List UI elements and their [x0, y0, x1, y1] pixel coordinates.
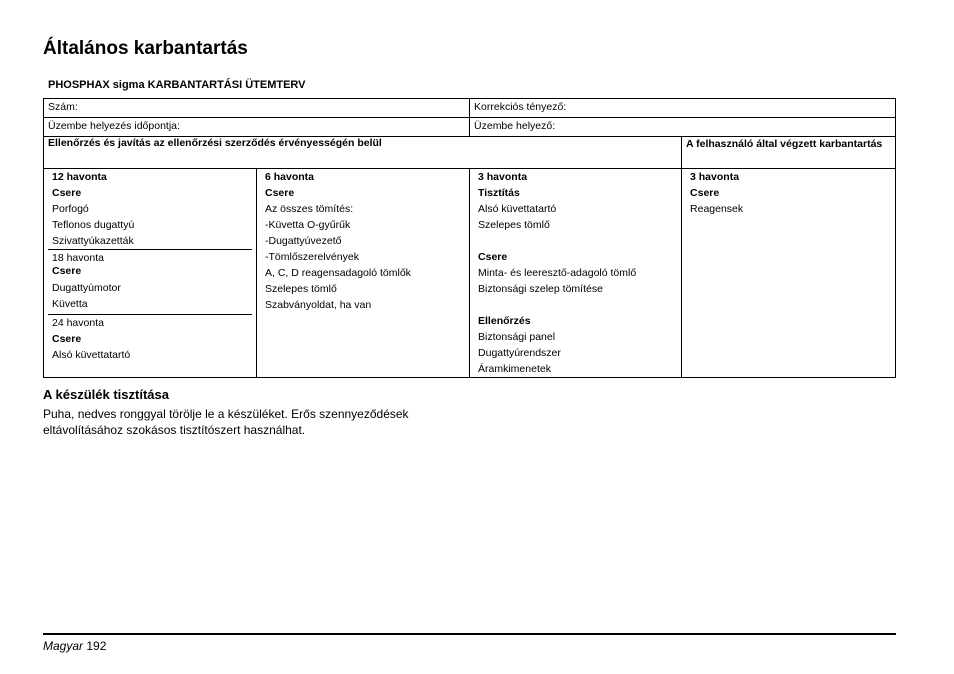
footer — [43, 638, 106, 654]
list-item: Alsó küvettatartó — [52, 349, 131, 361]
footer-language: Magyar — [43, 639, 84, 653]
interval-label: 6 havonta — [265, 171, 315, 183]
list-item: -Dugattyúvezető — [265, 235, 342, 247]
list-item: Dugattyúrendszer — [478, 347, 561, 359]
action-label: Csere — [52, 187, 82, 199]
action-label: Csere — [52, 265, 82, 277]
list-item: Biztonsági panel — [478, 331, 556, 343]
footer-divider — [43, 633, 896, 635]
interval-label: 12 havonta — [52, 171, 107, 183]
installation-date-cell: Üzembe helyezés időpontja: — [44, 118, 470, 137]
col-6-months — [257, 169, 470, 378]
action-label: Csere — [690, 187, 720, 199]
schedule-row — [44, 169, 896, 378]
list-item: Szelepes tömlő — [265, 283, 337, 295]
list-item: Reagensek — [690, 203, 744, 215]
list-item: Szelepes tömlő — [478, 219, 550, 231]
schedule-title: PHOSPHAX sigma KARBANTARTÁSI ÜTEMTERV — [48, 79, 306, 91]
action-label: Tisztítás — [478, 187, 520, 199]
action-label: Ellenőrzés — [478, 315, 531, 327]
scope-row — [44, 137, 896, 169]
interval-label: 3 havonta — [690, 171, 740, 183]
page-title: Általános karbantartás — [43, 38, 248, 59]
col-3-months-user — [682, 169, 896, 378]
list-item: Az összes tömítés: — [265, 203, 354, 215]
info-row-number — [44, 99, 896, 118]
list-item: Minta- és leeresztő-adagoló tömlő — [478, 267, 637, 279]
installer-cell: Üzembe helyező: — [470, 118, 896, 137]
block-12-months — [48, 169, 252, 249]
list-item: -Küvetta O-gyűrűk — [265, 219, 351, 231]
list-item: Biztonsági szelep tömítése — [478, 283, 603, 295]
cleaning-heading: A készülék tisztítása — [43, 387, 169, 402]
list-item: -Tömlőszerelvények — [265, 251, 359, 263]
interval-label: 18 havonta — [52, 252, 104, 264]
list-item: Teflonos dugattyú — [52, 219, 135, 231]
serial-number-cell: Szám: — [44, 99, 470, 118]
list-item: Porfogó — [52, 203, 89, 215]
action-label: Csere — [478, 251, 508, 263]
maintenance-schedule-table — [43, 98, 896, 378]
interval-label: 24 havonta — [52, 317, 104, 329]
action-label: Csere — [265, 187, 295, 199]
scope-user-cell: A felhasználó által végzett karbantartás — [682, 137, 896, 169]
list-item: Áramkimenetek — [478, 363, 551, 375]
info-row-installation — [44, 118, 896, 137]
block-18-months — [48, 249, 252, 314]
col-3-months-service — [470, 169, 682, 378]
interval-label: 3 havonta — [478, 171, 528, 183]
list-item: Küvetta — [52, 298, 88, 310]
correction-factor-cell: Korrekciós tényező: — [470, 99, 896, 118]
list-item: Dugattyúmotor — [52, 282, 121, 294]
block-24-months — [48, 314, 252, 377]
list-item: A, C, D reagensadagoló tömlők — [265, 267, 411, 279]
action-label: Csere — [52, 333, 82, 345]
cleaning-text: Puha, nedves ronggyal törölje le a készüléket. Erős szennyeződések eltávolításához szokásos tisztítószert használhat. — [43, 407, 409, 437]
list-item: Alsó küvettatartó — [478, 203, 557, 215]
list-item: Szivattyúkazetták — [52, 235, 134, 247]
page-number: 192 — [86, 639, 107, 653]
list-item: Szabványoldat, ha van — [265, 299, 372, 311]
col-12-18-24-months — [44, 169, 257, 378]
scope-contract-cell: Ellenőrzés és javítás az ellenőrzési szerződés érvényességén belül — [44, 137, 682, 169]
